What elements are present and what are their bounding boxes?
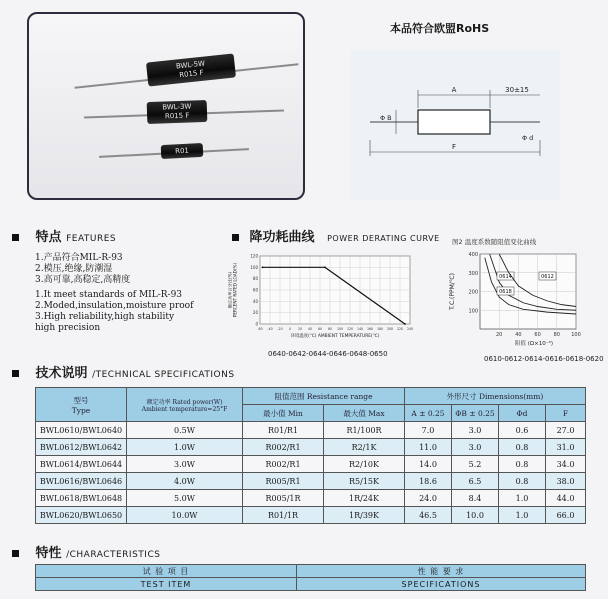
x-tick-label: 220 — [396, 327, 404, 331]
table-cell: 5.0W — [127, 490, 243, 507]
resistor-5w — [146, 53, 236, 86]
spec-table — [35, 387, 586, 524]
x-tick-label: 20 — [297, 327, 303, 331]
y-tick-label: 300 — [468, 270, 478, 277]
dim-lead-label: 30±15 — [505, 86, 529, 94]
table-cell: 24.0 — [405, 490, 452, 507]
table-cell: BWL0612/BWL0642 — [36, 439, 127, 456]
y-tick-label: 100 — [250, 264, 258, 270]
dim-phid-label: Φ d — [522, 134, 534, 142]
feature-line: 1.产品符合MIL-R-93 — [35, 253, 123, 263]
resistor-3w-label: BWL-3W — [162, 102, 192, 112]
dim-f-label: F — [451, 143, 457, 151]
data-point — [262, 266, 264, 268]
table-cell: R002/R1 — [243, 439, 324, 456]
product-photo — [27, 12, 305, 200]
feature-line: 2.Moded,insulation,moisture proof — [35, 301, 194, 311]
curve-label: 0614 — [499, 274, 512, 280]
tempcoef-caption: 0610-0612-0614-0616-0618-0620 — [484, 355, 604, 363]
x-tick-label: 200 — [386, 327, 394, 331]
th-power: 额定功率 Rated power(W) Ambient temperature=25°F — [127, 388, 243, 422]
x-tick-label: -20 — [277, 327, 283, 331]
th-f: F — [546, 405, 586, 422]
table-cell: 1.0 — [499, 490, 546, 507]
feature-line: high precision — [35, 323, 101, 333]
table-cell: 14.0 — [405, 456, 452, 473]
x-tick-label: -60 — [257, 327, 263, 331]
derating-ylabel: 额定功率百分比(%)PERCENT RATED LOAD(%) — [228, 262, 238, 318]
table-cell: 46.5 — [405, 507, 452, 524]
curve-label: 0612 — [541, 274, 554, 280]
table-row — [36, 439, 586, 456]
curve-label: 0618 — [499, 289, 512, 295]
y-tick-label: 200 — [468, 289, 478, 296]
table-row — [36, 473, 586, 490]
table-row — [36, 490, 586, 507]
char-col1-cn: 试 验 项 目 — [36, 565, 297, 578]
table-cell: 1.0W — [127, 439, 243, 456]
table-cell: R1/100R — [324, 422, 405, 439]
table-cell: BWL0614/BWL0644 — [36, 456, 127, 473]
bullet-square-icon — [12, 370, 19, 377]
char-col2-cn: 性 能 要 求 — [297, 565, 586, 578]
resistor-small — [161, 143, 204, 159]
table-cell: 0.8 — [499, 439, 546, 456]
table-cell: 10.0W — [127, 507, 243, 524]
dim-a-label: A — [451, 86, 457, 94]
x-tick-label: 20 — [496, 332, 503, 338]
table-cell: 44.0 — [546, 490, 586, 507]
table-cell: R002/R1 — [243, 456, 324, 473]
th-type: 型号 Type — [36, 388, 127, 422]
y-tick-label: 120 — [250, 253, 258, 259]
derating-chart — [228, 248, 416, 348]
derating-xlabel: 环境温度(℃) AMBIENT TEMPERATURE(℃) — [290, 334, 380, 339]
resistor-body — [418, 110, 490, 134]
x-tick-label: 80 — [553, 332, 560, 338]
x-tick-label: 180 — [376, 327, 384, 331]
table-cell: 38.0 — [546, 473, 586, 490]
x-tick-label: 100 — [571, 332, 581, 338]
table-cell: BWL0616/BWL0646 — [36, 473, 127, 490]
features-heading — [12, 226, 116, 245]
features-list — [35, 253, 193, 334]
x-tick-label: 140 — [356, 327, 364, 331]
table-cell: 3.0W — [127, 456, 243, 473]
th-range: 阻值范围 Resistance range — [243, 388, 405, 405]
th-min: 最小值 Min — [243, 405, 324, 422]
table-cell: 66.0 — [546, 507, 586, 524]
characteristics-table — [35, 564, 586, 591]
table-cell: 0.8 — [499, 456, 546, 473]
y-tick-label: 40 — [252, 298, 258, 304]
table-cell: R005/R1 — [243, 473, 324, 490]
table-cell: R2/10K — [324, 456, 405, 473]
data-point — [404, 323, 406, 325]
tc-ylabel: T.C.(PPM/℃) — [449, 273, 456, 310]
table-cell: 10.0 — [452, 507, 499, 524]
table-cell: 0.8 — [499, 473, 546, 490]
resistor-3w — [147, 100, 208, 124]
derating-title-cn: 降功耗曲线 — [249, 230, 315, 245]
table-cell: 1R/24K — [324, 490, 405, 507]
y-tick-label: 0 — [255, 321, 258, 327]
y-tick-label: 100 — [468, 308, 478, 315]
x-tick-label: 240 — [406, 327, 414, 331]
table-cell: R5/15K — [324, 473, 405, 490]
feature-line: 2.模压,绝缘,防潮湿 — [35, 264, 113, 274]
x-tick-label: 60 — [534, 332, 541, 338]
table-cell: 27.0 — [546, 422, 586, 439]
table-cell: 11.0 — [405, 439, 452, 456]
dim-phib-label: Φ B — [380, 114, 392, 122]
char-heading — [12, 542, 160, 561]
bullet-square-icon — [12, 550, 19, 557]
derating-heading — [232, 226, 440, 245]
table-cell: 3.0 — [452, 422, 499, 439]
table-cell: 0.6 — [499, 422, 546, 439]
x-tick-label: 0 — [288, 327, 292, 331]
resistor-5w-value: R015 F — [178, 68, 205, 80]
table-cell: 1R/39K — [324, 507, 405, 524]
y-tick-label: 60 — [252, 287, 258, 293]
data-point — [324, 266, 326, 268]
char-title-en: /CHARACTERISTICS — [66, 550, 161, 560]
rohs-statement: 本品符合欧盟RoHS — [390, 22, 490, 35]
feature-line: 1.It meet standards of MIL-R-93 — [35, 290, 183, 300]
table-cell: 4.0W — [127, 473, 243, 490]
table-cell: 34.0 — [546, 456, 586, 473]
y-tick-label: 20 — [252, 310, 258, 316]
th-a: A ± 0.25 — [405, 405, 452, 422]
table-cell: R01/R1 — [243, 422, 324, 439]
table-cell: BWL0620/BWL0650 — [36, 507, 127, 524]
tempcoef-chart — [440, 248, 590, 353]
table-row — [36, 422, 586, 439]
table-cell: 0.5W — [127, 422, 243, 439]
x-tick-label: -40 — [267, 327, 273, 331]
th-b: ΦB ± 0.25 — [452, 405, 499, 422]
resistor-3w-value: R015 F — [164, 111, 190, 121]
char-col2-en: SPECIFICATIONS — [297, 578, 586, 591]
resistor-5w-label: BWL-5W — [175, 59, 206, 71]
x-tick-label: 100 — [336, 327, 344, 331]
dimension-diagram — [350, 40, 560, 200]
y-tick-label: 400 — [468, 252, 478, 258]
table-cell: R01/1R — [243, 507, 324, 524]
table-cell: 7.0 — [405, 422, 452, 439]
th-max: 最大值 Max — [324, 405, 405, 422]
table-cell: BWL0618/BWL0648 — [36, 490, 127, 507]
table-cell: 8.4 — [452, 490, 499, 507]
table-cell: 6.5 — [452, 473, 499, 490]
table-cell: 31.0 — [546, 439, 586, 456]
features-title-cn: 特点 — [35, 230, 62, 245]
tech-title-cn: 技术说明 — [35, 366, 88, 381]
feature-line: 3.高可靠,高稳定,高精度 — [35, 275, 131, 285]
feature-line: 3.High reliability,high stability — [35, 312, 175, 322]
resistor-small-label: R01 — [174, 146, 190, 156]
x-tick-label: 40 — [515, 332, 522, 338]
table-cell: 1.0 — [499, 507, 546, 524]
table-cell: 18.6 — [405, 473, 452, 490]
tc-xlabel: 阻值 (Ω×10⁻³) — [515, 341, 553, 347]
table-cell: 5.2 — [452, 456, 499, 473]
tech-title-en: /TECHNICAL SPECIFICATIONS — [92, 370, 235, 380]
bullet-square-icon — [12, 234, 19, 241]
char-col1-en: TEST ITEM — [36, 578, 297, 591]
features-title-en: FEATURES — [66, 234, 117, 244]
x-tick-label: 120 — [346, 327, 354, 331]
table-cell: 3.0 — [452, 439, 499, 456]
table-cell: R2/1K — [324, 439, 405, 456]
x-tick-label: 40 — [307, 327, 313, 331]
th-dim: 外形尺寸 Dimensions(mm) — [405, 388, 586, 405]
x-tick-label: 80 — [327, 327, 333, 331]
table-row — [36, 507, 586, 524]
tech-heading — [12, 362, 235, 381]
x-tick-label: 160 — [366, 327, 374, 331]
table-cell: R005/1R — [243, 490, 324, 507]
th-d: Φd — [499, 405, 546, 422]
table-cell: BWL0610/BWL0640 — [36, 422, 127, 439]
derating-caption: 0640-0642-0644-0646-0648-0650 — [268, 350, 388, 358]
derating-title-en: POWER DERATING CURVE — [327, 234, 440, 243]
bullet-square-icon — [232, 234, 239, 241]
tempcoef-title: 图2 温度系数随阻值变化曲线 — [452, 238, 537, 246]
y-tick-label: 80 — [252, 276, 258, 282]
table-row — [36, 456, 586, 473]
x-tick-label: 60 — [317, 327, 323, 331]
char-title-cn: 特性 — [35, 546, 62, 561]
